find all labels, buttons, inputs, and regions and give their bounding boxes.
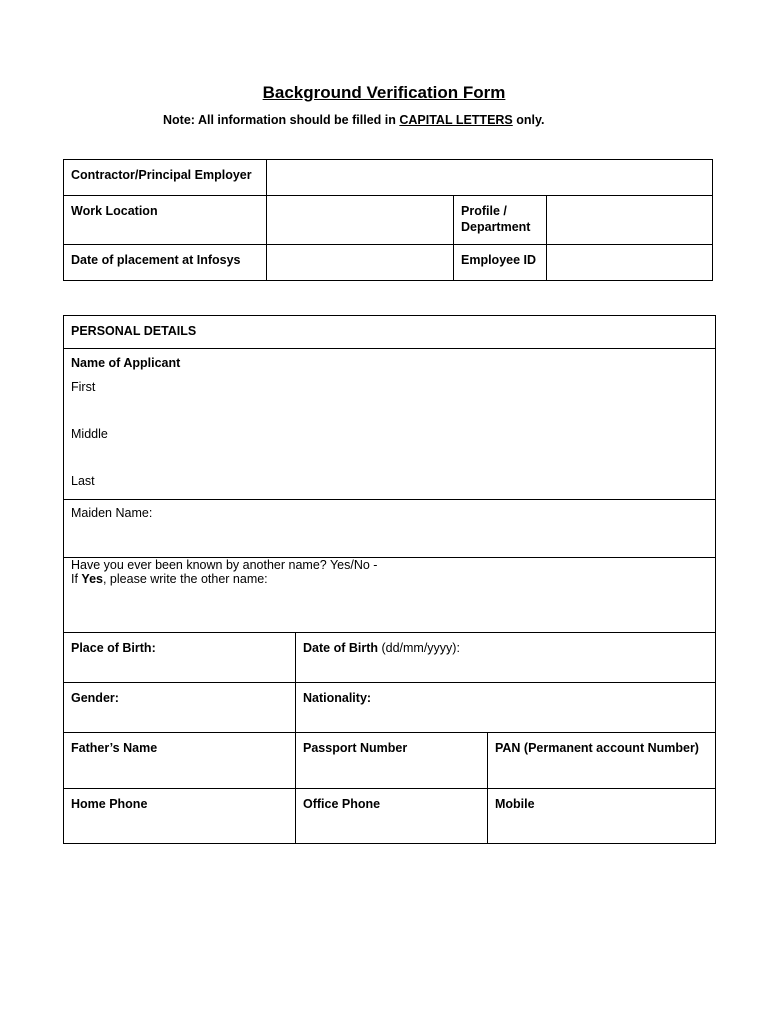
- profile-label-line2: Department: [461, 220, 531, 234]
- passport-label: Passport Number: [303, 741, 408, 755]
- office-phone-field[interactable]: [296, 789, 488, 844]
- place-of-birth-field[interactable]: [64, 633, 296, 683]
- name-of-applicant-field[interactable]: [64, 349, 716, 500]
- mobile-label: Mobile: [495, 797, 535, 811]
- pan-label: PAN (Permanent account Number): [495, 741, 699, 755]
- middle-name-label: Middle: [71, 427, 108, 441]
- passport-number-field[interactable]: [296, 733, 488, 789]
- personal-details-table: [63, 315, 716, 844]
- contractor-field[interactable]: [267, 160, 713, 196]
- father-name-field[interactable]: [64, 733, 296, 789]
- first-name-label: First: [71, 380, 96, 394]
- gender-label: Gender:: [71, 691, 119, 705]
- profile-department-label: [454, 196, 547, 245]
- nationality-label: Nationality:: [303, 691, 372, 705]
- place-of-birth-label: Place of Birth:: [71, 641, 156, 655]
- dob-label: Date of Birth: [303, 641, 378, 655]
- last-name-label: Last: [71, 474, 95, 488]
- form-title: Background Verification Form: [262, 83, 506, 102]
- father-name-label: Father’s Name: [71, 741, 158, 755]
- other-name-rest: , please write the other name:: [102, 572, 268, 586]
- nationality-field[interactable]: [296, 683, 716, 733]
- note-emphasis: CAPITAL LETTERS: [399, 113, 513, 127]
- work-location-field[interactable]: [267, 196, 454, 245]
- personal-details-heading: PERSONAL DETAILS: [64, 316, 716, 349]
- name-of-applicant-label: Name of Applicant: [71, 356, 181, 370]
- placement-date-field[interactable]: [267, 245, 454, 281]
- work-location-label: Work Location: [64, 196, 267, 245]
- note-suffix: only.: [512, 113, 545, 127]
- maiden-name-field[interactable]: [64, 500, 716, 558]
- note-prefix: Note: All information should be filled in: [163, 113, 400, 127]
- date-of-birth-field[interactable]: [296, 633, 716, 683]
- mobile-field[interactable]: [488, 789, 716, 844]
- office-phone-label: Office Phone: [303, 797, 381, 811]
- form-note: [163, 113, 545, 127]
- employee-id-label: Employee ID: [454, 245, 547, 281]
- profile-department-field[interactable]: [547, 196, 713, 245]
- employer-table: [63, 159, 713, 281]
- contractor-label: Contractor/Principal Employer: [64, 160, 267, 196]
- employee-id-field[interactable]: [547, 245, 713, 281]
- placement-date-label: Date of placement at Infosys: [64, 245, 267, 281]
- first-name-gap: [71, 395, 709, 426]
- home-phone-field[interactable]: [64, 789, 296, 844]
- other-name-field[interactable]: [64, 558, 716, 633]
- maiden-name-label: Maiden Name:: [71, 506, 153, 520]
- home-phone-label: Home Phone: [71, 797, 148, 811]
- other-name-yes: Yes: [81, 572, 103, 586]
- gender-field[interactable]: [64, 683, 296, 733]
- other-name-if: If: [71, 572, 82, 586]
- other-name-instruction: [71, 572, 709, 586]
- middle-name-gap: [71, 442, 709, 473]
- other-name-question: Have you ever been known by another name? Yes/No -: [71, 558, 378, 572]
- pan-field[interactable]: [488, 733, 716, 789]
- profile-label-line1: Profile /: [461, 204, 507, 218]
- dob-format: (dd/mm/yyyy):: [378, 641, 460, 655]
